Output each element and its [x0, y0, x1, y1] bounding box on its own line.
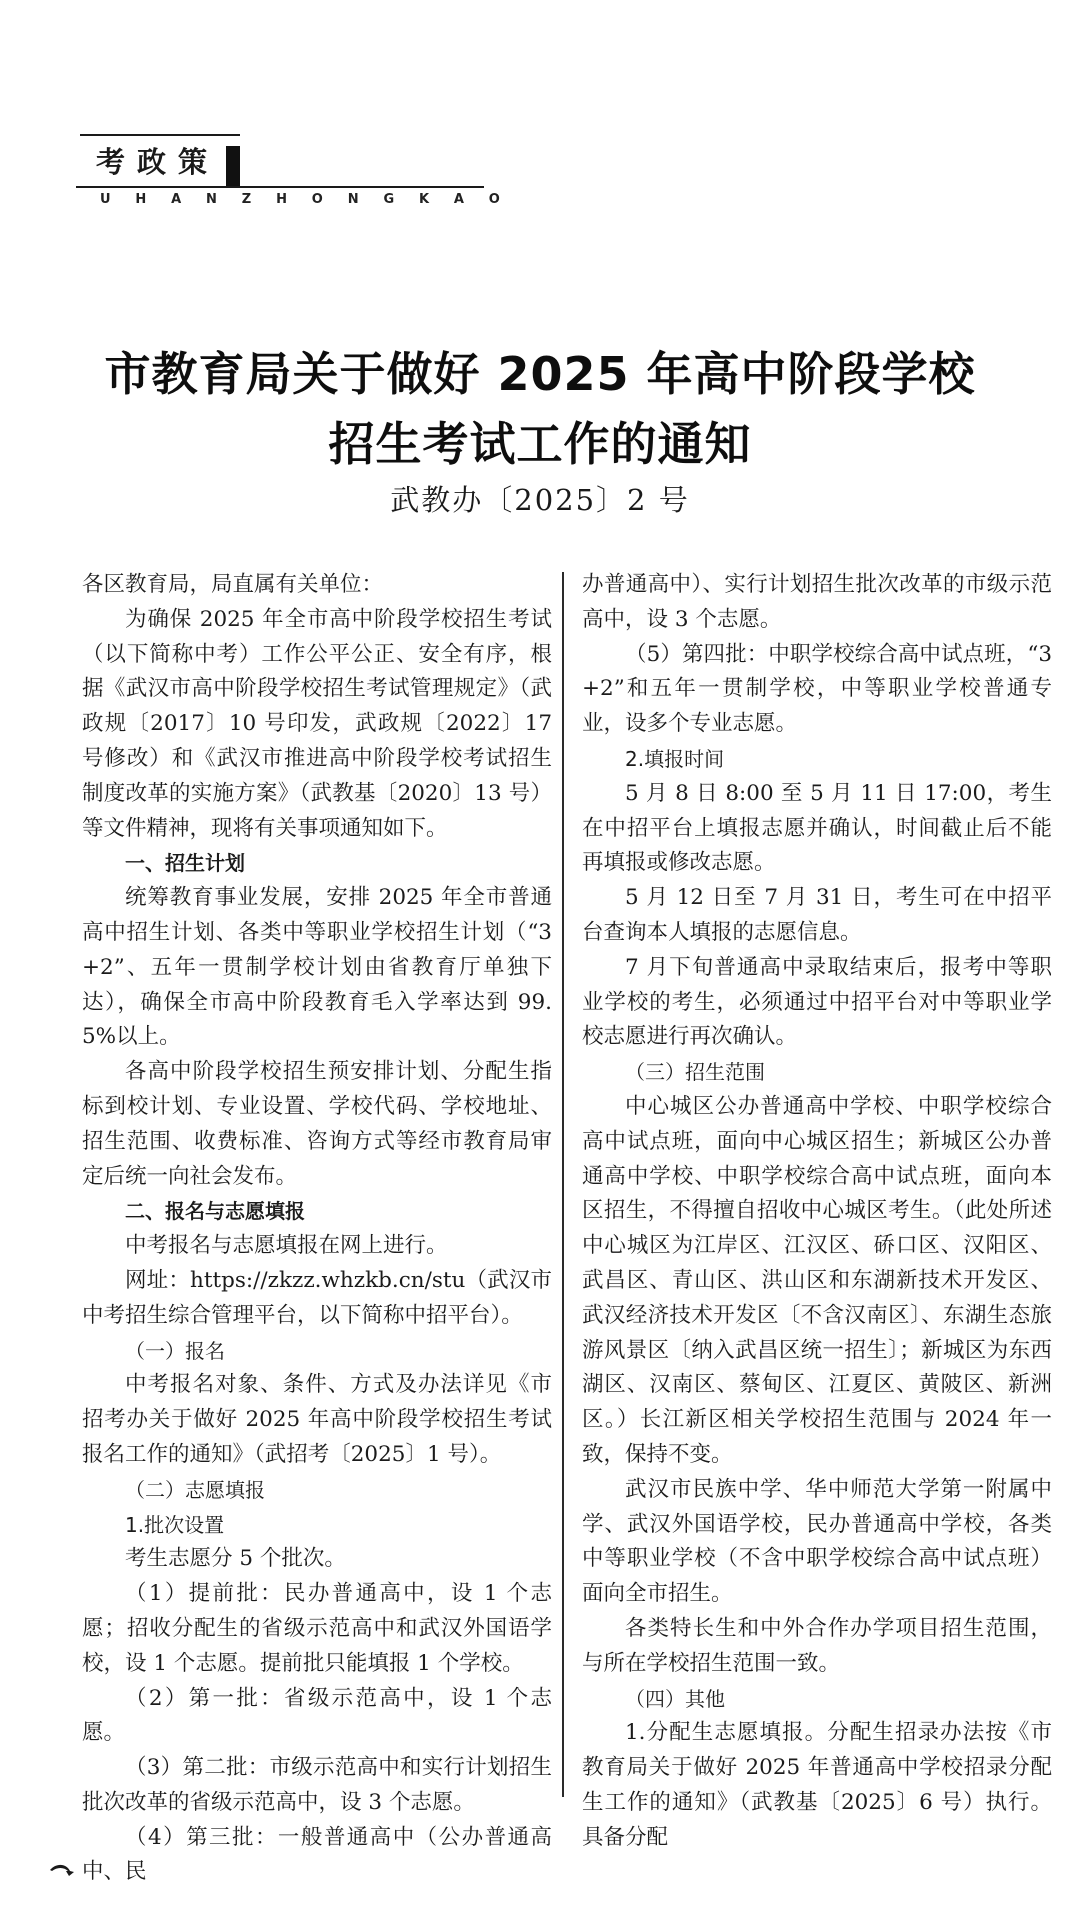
subsection-heading: （三）招生范围: [625, 1060, 765, 1085]
paragraph: （3）第二批：市级示范高中和实行计划招生批次改革的省级示范高中，设 3 个志愿。: [82, 1755, 552, 1815]
paragraph: 1.分配生志愿填报。分配生招录办法按《市教育局关于做好 2025 年普通高中学校招录分配生工作的通知》（武教基〔2025〕6 号）执行。具备分配: [582, 1720, 1052, 1850]
pinyin-letter: H: [276, 192, 287, 207]
paragraph: （1）提前批：民办普通高中，设 1 个志愿；招收分配生的省级示范高中和武汉外国语学校，设 1 个志愿。提前批只能填报 1 个学校。: [82, 1581, 552, 1676]
paragraph: 武汉市民族中学、华中师范大学第一附属中学、武汉外国语学校，民办普通高中学校，各类中等职业学校（不含中职学校综合高中试点班）面向全市招生。: [582, 1476, 1052, 1607]
paragraph: 考生志愿分 5 个批次。: [125, 1546, 346, 1572]
page-curl-icon: [48, 1862, 76, 1878]
subsection-heading: 2.填报时间: [625, 746, 725, 771]
paragraph: 中考报名与志愿填报在网上进行。: [125, 1233, 448, 1259]
pinyin-letter: K: [418, 192, 430, 207]
subsection-heading: 1.批次设置: [125, 1512, 225, 1537]
pinyin-letter: U: [100, 192, 111, 207]
article-title-line-1: 市教育局关于做好 2025 年高中阶段学校: [104, 347, 976, 401]
paragraph: 5 月 12 日至 7 月 31 日，考生可在中招平台查询本人填报的志愿信息。: [582, 885, 1052, 945]
subsection-heading: （四）其他: [625, 1686, 725, 1711]
paragraph: 统筹教育事业发展，安排 2025 年全市普通高中招生计划、各类中等职业学校招生计划（“3+2”、五年一贯制学校计划由省教育厅单独下达），确保全市高中阶段教育毛入学率达到 99.5%以上。: [82, 885, 552, 1050]
paragraph: 中考报名对象、条件、方式及办法详见《市招考办关于做好 2025 年高中阶段学校招生考试报名工作的通知》（武招考〔2025〕1 号）。: [82, 1372, 552, 1467]
pinyin-letter: A: [453, 192, 464, 207]
paragraph: 5 月 8 日 8:00 至 5 月 11 日 17:00，考生在中招平台上填报志愿并确认，时间截止后不能再填报或修改志愿。: [582, 780, 1052, 876]
section-marker-block: [226, 146, 240, 186]
paragraph: 7 月下旬普通高中录取结束后，报考中等职业学校的考生，必须通过中招平台对中等职业学校志愿进行再次确认。: [582, 954, 1052, 1050]
section-heading: 一、招生计划: [125, 851, 245, 876]
paragraph: （4）第三批：一般普通高中（公办普通高中、民: [82, 1824, 552, 1885]
paragraph: （2）第一批：省级示范高中，设 1 个志愿。: [82, 1685, 552, 1746]
pinyin-letter: O: [488, 192, 500, 207]
section-heading: 二、报名与志愿填报: [125, 1199, 305, 1224]
header-bottom-rule: [76, 186, 484, 188]
section-pinyin: [100, 192, 500, 207]
paragraph: 办普通高中）、实行计划招生批次改革的市级示范高中，设 3 个志愿。: [582, 572, 1052, 632]
subsection-heading: （二）志愿填报: [125, 1477, 265, 1502]
pinyin-letter: Z: [241, 192, 252, 207]
article-title-line-2: 招生考试工作的通知: [328, 417, 752, 471]
pinyin-letter: H: [135, 192, 147, 207]
pinyin-letter: G: [383, 192, 395, 207]
paragraph: 各类特长生和中外合作办学项目招生范围，与所在学校招生范围一致。: [582, 1615, 1052, 1676]
pinyin-letter: O: [311, 192, 323, 207]
paragraph: 网址：https://zkzz.whzkb.cn/stu（武汉市中考招生综合管理平台，以下简称中招平台）。: [82, 1267, 552, 1328]
right-column: [582, 568, 1052, 1855]
left-column: [82, 568, 552, 1890]
paragraph: 中心城区公办普通高中学校、中职学校综合高中试点班，面向中心城区招生；新城区公办普通高中学校、中职学校综合高中试点班，面向本区招生，不得擅自招收中心城区考生。（此处所述中心城区为江岸区、江汉区、硚口区、汉阳区、武昌区、青山区、洪山区和东湖新技术开发区、武汉经济技术开发区〔不含汉南区〕、东湖生态旅游风景区〔纳入武昌区统一招生〕；新城区为东西湖区、汉南区、蔡甸区、江夏区、黄陂区、新洲区。）长江新区相关学校招生范围与 2024 年一致，保持不变。: [582, 1093, 1052, 1467]
paragraph: 各高中阶段学校招生预安排计划、分配生指标到校计划、专业设置、学校代码、学校地址、招生范围、收费标准、咨询方式等经市教育局审定后统一向社会发布。: [82, 1059, 552, 1189]
pinyin-letter: A: [171, 192, 182, 207]
column-divider: [562, 572, 564, 1797]
header-top-rule: [80, 134, 240, 136]
section-label: 考政策: [96, 145, 220, 179]
subsection-heading: （一）报名: [125, 1338, 225, 1363]
document-number: 武教办〔2025〕2 号: [390, 483, 690, 517]
pinyin-letter: N: [206, 192, 217, 207]
paragraph: 各区教育局，局直属有关单位：: [82, 572, 384, 597]
pinyin-letter: N: [347, 192, 359, 207]
paragraph: 为确保 2025 年全市高中阶段学校招生考试（以下简称中考）工作公平公正、安全有序，根据《武汉市高中阶段学校招生考试管理规定》（武政规〔2017〕10 号印发，武政规〔2022〕17 号修改）和《武汉市推进高中阶段学校考试招生制度改革的实施方案》（武教基〔2020〕13 号）等文件精神，现将有关事项通知如下。: [82, 606, 552, 841]
paragraph: （5）第四批：中职学校综合高中试点班，“3+2”和五年一贯制学校，中等职业学校普通专业，设多个专业志愿。: [582, 641, 1052, 737]
